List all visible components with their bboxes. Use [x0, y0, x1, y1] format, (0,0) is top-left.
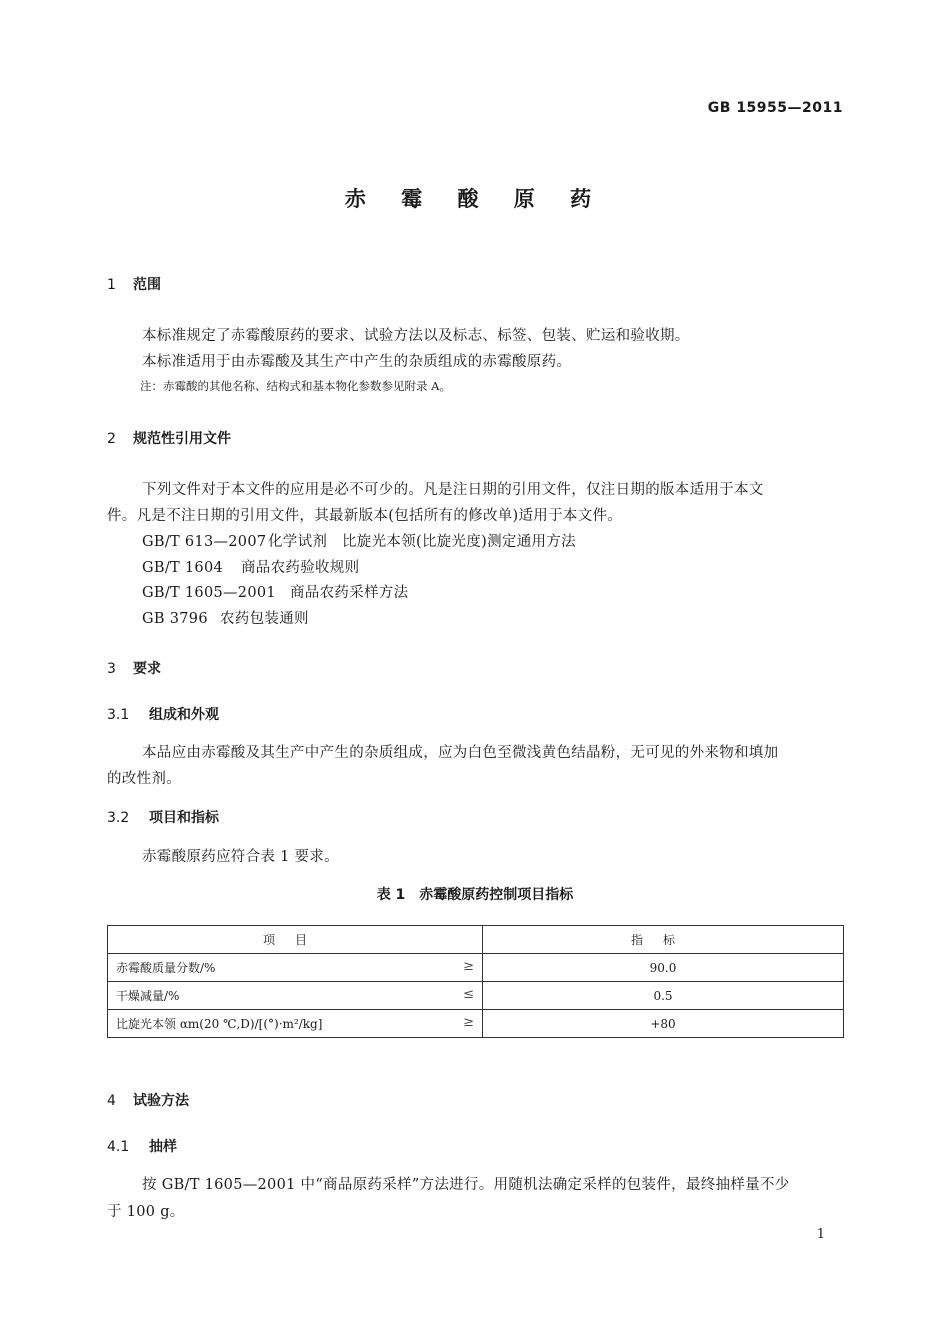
row-item-label: 比旋光本领 αm(20 ℃,D)/[(°)·m²/kg]: [116, 1017, 323, 1031]
table-caption: 表 1 赤霉酸原药控制项目指标: [376, 887, 574, 903]
section-4-1-line-2: 于 100 g。: [107, 1204, 185, 1220]
section-4-number: 4: [107, 1093, 116, 1109]
row-value: 0.5: [483, 982, 844, 1010]
section-3-1-heading: [107, 704, 219, 724]
section-3-heading: [107, 658, 161, 678]
reference-code: GB/T 613—2007: [142, 534, 267, 550]
section-2-heading: [107, 428, 231, 448]
section-4-1-title: 抽样: [149, 1139, 177, 1155]
section-4-heading: [107, 1090, 189, 1110]
section-3-1-number: 3.1: [107, 707, 130, 723]
table-header-row: [108, 926, 844, 954]
header-item: 项目: [108, 926, 483, 954]
section-2-title: 规范性引用文件: [133, 431, 231, 447]
header-value: 指标: [483, 926, 844, 954]
row-item-cell: [108, 982, 483, 1010]
section-4-1-heading: [107, 1136, 177, 1156]
reference-code: GB/T 1604: [142, 560, 224, 576]
page-number: 1: [816, 1227, 825, 1242]
section-3-2-heading: [107, 807, 219, 827]
standard-number: GB 15955—2011: [707, 100, 843, 116]
table-row: [108, 954, 844, 982]
table-row: [108, 982, 844, 1010]
section-3-2-title: 项目和指标: [149, 810, 219, 826]
section-2-para-line-1: 下列文件对于本文件的应用是必不可少的。凡是注日期的引用文件，仅注日期的版本适用于本文: [142, 482, 764, 498]
section-4-1-line-1: 按 GB/T 1605—2001 中“商品原药采样”方法进行。用随机法确定采样的包装件，最终抽样量不少: [142, 1177, 790, 1193]
section-4-title: 试验方法: [133, 1093, 189, 1109]
row-item-cell: [108, 1010, 483, 1038]
document-title: 赤 霉 酸 原 药: [344, 186, 606, 211]
reference-title: 商品农药采样方法: [290, 585, 409, 601]
reference-item: [142, 607, 309, 628]
section-3-1-line-2: 的改性剂。: [107, 771, 181, 787]
reference-code: GB 3796: [142, 611, 208, 627]
row-item-cell: [108, 954, 483, 982]
section-1-para-1: 本标准规定了赤霉酸原药的要求、试验方法以及标志、标签、包装、贮运和验收期。: [142, 328, 690, 344]
section-3-2-para: 赤霉酸原药应符合表 1 要求。: [142, 849, 339, 865]
row-operator: ≥: [463, 959, 474, 974]
reference-item: [142, 581, 408, 602]
reference-code: GB/T 1605—2001: [142, 585, 276, 601]
section-3-2-number: 3.2: [107, 810, 130, 826]
section-2-number: 2: [107, 431, 116, 447]
spec-table: [107, 925, 844, 1038]
section-2-para-line-2: 件。凡是不注日期的引用文件，其最新版本(包括所有的修改单)适用于本文件。: [107, 508, 623, 524]
section-3-1-line-1: 本品应由赤霉酸及其生产中产生的杂质组成，应为白色至微浅黄色结晶粉，无可见的外来物和填加: [142, 745, 779, 761]
section-3-number: 3: [107, 661, 116, 677]
section-1-para-2: 本标准适用于由赤霉酸及其生产中产生的杂质组成的赤霉酸原药。: [142, 354, 572, 370]
reference-title: 农药包装通则: [220, 611, 309, 627]
row-item-label: 干燥减量/%: [116, 989, 180, 1003]
reference-title: 化学试剂 比旋光本领(比旋光度)测定通用方法: [268, 534, 576, 550]
reference-item: [142, 556, 359, 577]
row-operator: ≤: [463, 987, 474, 1002]
table-row: [108, 1010, 844, 1038]
reference-item: [142, 530, 576, 551]
section-1-title: 范围: [133, 277, 161, 293]
row-operator: ≥: [463, 1015, 474, 1030]
section-1-note: 注：赤霉酸的其他名称、结构式和基本物化参数参见附录 A。: [140, 379, 451, 393]
section-1-number: 1: [107, 277, 116, 293]
row-value: 90.0: [483, 954, 844, 982]
section-3-title: 要求: [133, 661, 161, 677]
section-4-1-number: 4.1: [107, 1139, 130, 1155]
row-value: +80: [483, 1010, 844, 1038]
section-1-heading: [107, 274, 161, 294]
row-item-label: 赤霉酸质量分数/%: [116, 961, 216, 975]
section-3-1-title: 组成和外观: [149, 707, 219, 723]
reference-title: 商品农药验收规则: [241, 560, 360, 576]
